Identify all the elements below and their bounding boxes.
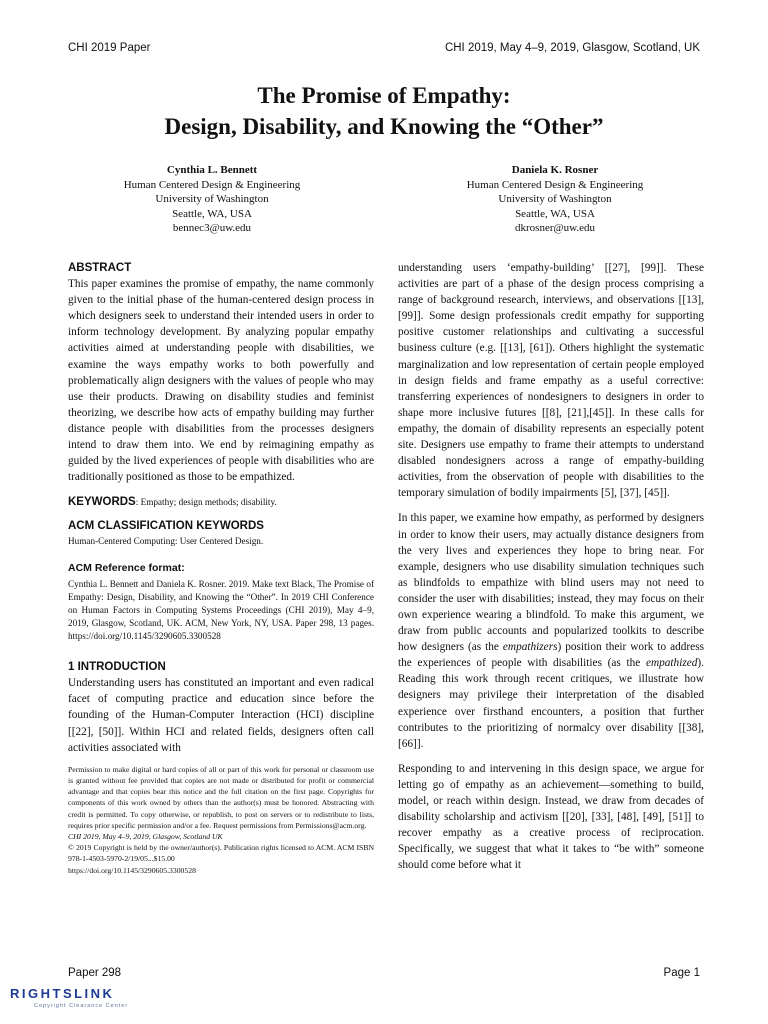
running-header-left: CHI 2019 Paper bbox=[68, 42, 151, 54]
paper-title bbox=[0, 80, 768, 142]
author-university: University of Washington bbox=[498, 193, 612, 206]
keywords-line bbox=[68, 494, 374, 510]
rightslink-logo-subtitle: Copyright Clearance Center bbox=[34, 1003, 129, 1009]
author-university: University of Washington bbox=[155, 193, 269, 206]
title-line-1: The Promise of Empathy: bbox=[257, 83, 511, 108]
acm-reference-heading: ACM Reference format: bbox=[68, 561, 185, 574]
running-header-right: CHI 2019, May 4–9, 2019, Glasgow, Scotland, UK bbox=[444, 42, 700, 54]
introduction-text: Understanding users has constituted an important and even radical facet of computing practice and education since before the founding of the Human-Computer Interaction (HCI) discipline [[22], [50]]. Within HCI and related fields, designers often call activities associated with bbox=[68, 677, 374, 754]
author-city: Seattle, WA, USA bbox=[172, 207, 252, 220]
permission-block bbox=[68, 764, 374, 876]
keywords-label: KEYWORDS bbox=[68, 496, 136, 509]
permission-venue: CHI 2019, May 4–9, 2019, Glasgow, Scotland UK bbox=[68, 831, 223, 841]
author-name: Cynthia L. Bennett bbox=[166, 164, 258, 176]
body-paragraph: In this paper, we examine how empathy, as performed by designers in order to know their users, may actually distance designers from the very lives and experiences they hope to bring near. For example, designers who use disability simulation techniques such as blindfolds to empathize with blind users may not need to consider the user with disabilities; instead, they may focus on their own experience wearing a blindfold. To make this argument, we draw from public accounts and popularized toolkits to describe how designers (as the empathizers) position their work to address the experiences of people with disabilities (as the empathized). Reading this work through recent critiques, we illustrate how designers may privilege their interpretation of the disabled experience over firsthand encounters, a position that further contributes to the prioritizing of normalcy over disability [[38], [66]]. bbox=[398, 512, 704, 750]
keywords-text: : Empathy; design methods; disability. bbox=[135, 497, 277, 508]
right-column bbox=[398, 260, 704, 873]
body-paragraph: Responding to and intervening in this design space, we argue for letting go of empathy as an achievement—something to build, model, or reach within design. Instead, we draw from decades of disability scholarship and activism [[20], [33], [48], [49], [51]] to recover empathy as a creative process of reciprocation. Specifically, we suggest that what it takes to “be with” someone should come before what it bbox=[398, 762, 704, 872]
author-email[interactable]: dkrosner@uw.edu bbox=[515, 222, 595, 235]
body-paragraph: understanding users ‘empathy-building’ [[27], [99]]. These activities are part of a phase of the design process comprising a range of background research, interviews, and observations [[13], [99]]. Some design professionals credit empathy for supporting positive customer relationships and cultivating a successful business culture (e.g. [[13], [61]). Others highlight the systematic marginalization and low representation of certain people employed in design fields and frame empathy as a useful corrective: transferring experiences of nondesigners to designers in order to shape more inclusive futures [[8], [21],[45]]. In these calls for empathy, the domain of disability represents an especially potent site. Designers use empathy to frame their attempts to understand disabled nondesigners across a range of empathy-building activities, from the observation of people with disabilities to the temporary simulation of bodily impairments [5], [37], [45]]. bbox=[398, 262, 704, 500]
author-block-1 bbox=[82, 163, 342, 236]
author-city: Seattle, WA, USA bbox=[515, 207, 595, 220]
title-line-2: Design, Disability, and Knowing the “Other” bbox=[164, 114, 604, 139]
author-name: Daniela K. Rosner bbox=[511, 164, 599, 176]
permission-doi[interactable]: https://doi.org/10.1145/3290605.3300528 bbox=[68, 865, 196, 875]
acm-reference-text: Cynthia L. Bennett and Daniela K. Rosner. 2019. Make text Black, The Promise of Empathy: Design, Disability, and Knowing the “Other”. In 2019 CHI Conference on Human Factors in Computing Systems Proceedings (CHI 2019), May 4–9, 2019, Glasgow, Scotland, UK. ACM, New York, NY, USA. Paper 298, 13 pages. https://doi.org/10.1145/3290605.3300528 bbox=[68, 578, 374, 642]
abstract-text: This paper examines the promise of empathy, the name commonly given to the initial phase of the human-centered design process in which designers seek to understand their intended users in order to inform technology development. By analyzing popular empathy activities aimed at understanding people with disabilities, we examine the ways empathy works to both powerfully and problematically align designers with the values of people who may use their products. Drawing on disability studies and feminist theorizing, we describe how acts of empathy building may further distance people with disabilities from the processes designers intend to draw them into. We end by reimagining empathy as guided by the lived experiences of people with disabilities who are traditionally positioned as those to be empathized. bbox=[68, 278, 374, 484]
author-email[interactable]: bennec3@uw.edu bbox=[172, 222, 252, 235]
permission-text: Permission to make digital or hard copies of all or part of this work for personal or classroom use is granted without fee provided that copies are not made or distributed for profit or commercial advantage and that copies bear this notice and the full citation on the first page. Copyrights for components of this work owned by others than the author(s) must be honored. Abstracting with credit is permitted. To copy otherwise, or republish, to post on servers or to redistribute to lists, requires prior specific permission and/or a fee. Request permissions from Permissions@acm.org. bbox=[68, 764, 374, 830]
author-department: Human Centered Design & Engineering bbox=[466, 178, 644, 191]
emphasis-text: empathized bbox=[645, 657, 698, 670]
footer-page-number: Page 1 bbox=[663, 967, 700, 979]
abstract-heading: ABSTRACT bbox=[68, 262, 132, 274]
author-department: Human Centered Design & Engineering bbox=[123, 178, 301, 191]
permission-copyright: © 2019 Copyright is held by the owner/author(s). Publication rights licensed to ACM. ACM ISBN 978-1-4503-5970-2/19/05...$15.00 bbox=[68, 843, 374, 864]
left-column bbox=[68, 260, 374, 876]
author-block-2 bbox=[425, 163, 685, 236]
introduction-heading: 1 INTRODUCTION bbox=[68, 661, 166, 674]
acm-classification-text: Human-Centered Computing: User Centered Design. bbox=[68, 535, 264, 546]
rightslink-logo[interactable]: RIGHTSLINK bbox=[10, 986, 115, 1001]
footer-paper-number: Paper 298 bbox=[68, 967, 122, 979]
emphasis-text: empathizers bbox=[502, 641, 558, 654]
acm-classification-heading: ACM CLASSIFICATION KEYWORDS bbox=[68, 520, 264, 533]
